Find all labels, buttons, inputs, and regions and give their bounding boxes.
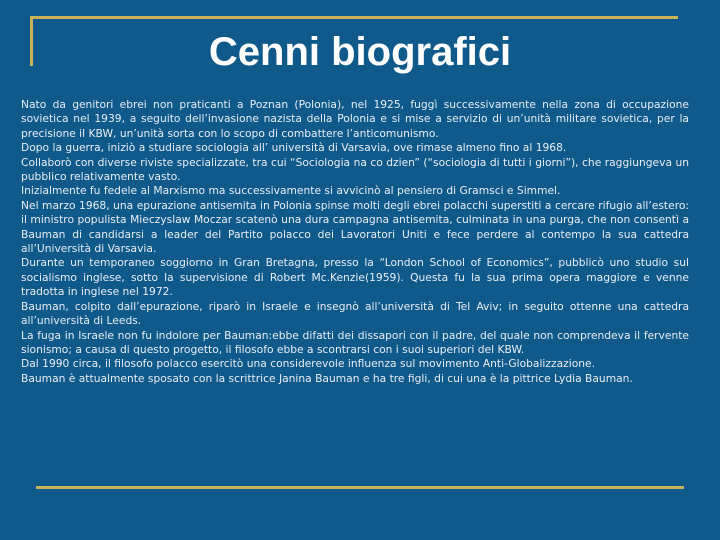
paragraph-marxism: Inizialmente fu fedele al Marxismo ma successivamente si avvicinò al pensiero di Gramsci e Simmel.: [21, 184, 561, 198]
paragraph-birth: Nato da genitori ebrei non praticanti a Poznan (Polonia), nel 1925, fuggì successivamente nella zona di occupazione sovietica nel 1939, a seguito dell’invasione nazista della Polonia e si mise a servizio di un’unità militare sovietica, per la precisione il KBW, un’unità sorta con lo scopo di combattere l’anticomunismo.: [21, 98, 689, 140]
frame-bottom-line: [36, 486, 684, 489]
frame-top-line: [30, 16, 678, 19]
slide-body: [21, 98, 689, 386]
paragraph-israel: Bauman, colpito dall’epurazione, riparò in Israele e insegnò all’università di Tel Aviv; in seguito ottenne una cattedra all’università di Leeds.: [21, 299, 689, 328]
paragraph-escape: La fuga in Israele non fu indolore per Bauman:ebbe difatti dei dissapori con il padre, del quale non comprendeva il fervente sionismo; a causa di questo progetto, il filosofo ebbe a scontrarsi con i suoi superiori del KBW.: [21, 328, 689, 356]
paragraph-london: Durante un temporaneo soggiorno in Gran Bretagna, presso la “London School of Economics”, pubblicò uno studio sul socialismo inglese, sotto la supervisione di Robert Mc.Kenzie(1959). Questa fu la sua prima opera maggiore e venne tradotta in inglese nel 1972.: [21, 256, 689, 299]
paragraph-postwar: Dopo la guerra, iniziò a studiare sociologia all’ università di Varsavia, ove rimase almeno fino al 1968.: [21, 141, 567, 155]
paragraph-purge: Nel marzo 1968, una epurazione antisemita in Polonia spinse molti degli ebrei polacchi superstiti a cercare rifugio all’estero: il ministro populista Mieczyslaw Moczar scatenò una dura campagna antisemita, culminata in una purga, che non consentì a Bauman di candidarsi a leader del Partito polacco dei Lavoratori Uniti e fece perdere al contempo la sua cattedra all’Università di Varsavia.: [21, 198, 689, 256]
paragraph-journals: Collaborò con diverse riviste specializzate, tra cui “Sociologia na co dzien” (“sociologia di tutti i giorni”), che raggiungeva un pubblico relativamente vasto.: [21, 155, 689, 184]
paragraph-globalization: Dal 1990 circa, il filosofo polacco esercitò una considerevole influenza sul movimento Anti-Globalizzazione.: [21, 357, 596, 371]
paragraph-family: Bauman è attualmente sposato con la scrittrice Janina Bauman e ha tre figli, di cui una è la pittrice Lydia Bauman.: [21, 371, 633, 385]
slide-title: Cenni biografici: [208, 30, 512, 74]
